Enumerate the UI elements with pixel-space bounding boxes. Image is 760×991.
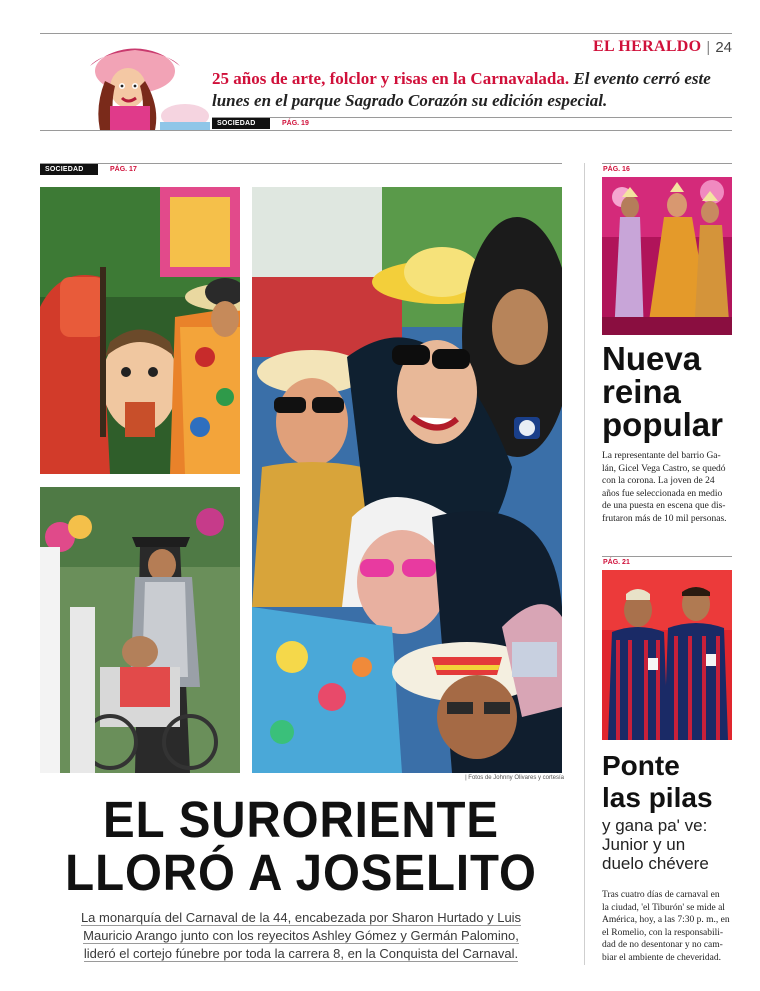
photo-wheelchair-parade[interactable] xyxy=(40,487,240,773)
sidebar-2-subhead-line3: duelo chévere xyxy=(602,854,709,873)
main-deck-line2 xyxy=(40,927,562,945)
teaser-top-headline[interactable] xyxy=(212,68,736,112)
teaser-top-section-tag[interactable]: SOCIEDAD xyxy=(212,118,270,129)
main-deck-line2-text: Mauricio Arango junto con los reyecitos Ashley Gómez y Germán Palomino, xyxy=(83,928,519,943)
main-headline[interactable] xyxy=(40,793,562,899)
sidebar-divider xyxy=(584,163,585,965)
main-story-page-ref[interactable]: PÁG. 17 xyxy=(110,166,137,173)
sidebar-1-page-ref[interactable]: PÁG. 16 xyxy=(603,166,630,173)
sidebar-2-subhead-line1: y gana pa' ve: xyxy=(602,816,708,835)
sidebar-1-body-line1: La representante del barrio Ga- xyxy=(602,451,721,461)
page-number: 24 xyxy=(715,38,732,56)
main-deck-line3 xyxy=(40,945,562,963)
sidebar-1-body-line6: frutaron más de 10 mil personas. xyxy=(602,513,727,524)
sidebar-1-body-line2: lán, Gicel Vega Castro, se quedó xyxy=(602,463,726,474)
brand-logo[interactable]: EL HERALDO xyxy=(593,38,702,55)
sidebar-2-page-ref[interactable]: PÁG. 21 xyxy=(603,559,630,566)
brand-separator: | xyxy=(706,38,711,56)
sidebar-2-subhead xyxy=(602,816,736,873)
sidebar-1-body xyxy=(602,450,736,525)
main-headline-line1: EL SURORIENTE xyxy=(103,791,499,848)
masthead xyxy=(593,38,732,56)
sidebar-2-body-line1: Tras cuatro días de carnaval en xyxy=(602,890,720,900)
main-deck xyxy=(40,909,562,963)
sidebar-2-body-line3: América, hoy, a las 7:30 p. m., en xyxy=(602,915,730,925)
photo-credit: | Fotos de Johnny Olivares y cortesía xyxy=(465,775,564,781)
sidebar-1-headline-line1: Nueva xyxy=(602,340,702,377)
sidebar-2-headline-line1: Ponte xyxy=(602,750,680,781)
main-headline-line2: LLORÓ A JOSELITO xyxy=(65,844,537,901)
main-deck-line1-text: La monarquía del Carnaval de la 44, encabezada por Sharon Hurtado y Luis xyxy=(80,910,522,925)
sidebar-2-body-line4: el Romelio, con la responsabili- xyxy=(602,927,724,938)
photo-marimonda-masks[interactable] xyxy=(40,187,240,474)
sidebar-2-body xyxy=(602,889,736,964)
photo-junior-players[interactable] xyxy=(602,570,732,740)
sidebar-1-headline-line2: reina xyxy=(602,373,681,410)
sidebar-1-body-line3: con la corona. La joven de 24 xyxy=(602,476,715,486)
teaser-top-headline-bold: 25 años de arte, folclor y risas en la Carnavalada. xyxy=(212,69,570,88)
sidebar-1-body-line5: de una puesta en escena que dis- xyxy=(602,501,726,511)
teaser-top-page-ref[interactable]: PÁG. 19 xyxy=(282,120,309,127)
photo-carnival-crowd[interactable] xyxy=(252,187,562,773)
carnavalada-illustration[interactable] xyxy=(60,36,210,130)
main-deck-line1 xyxy=(40,909,562,927)
sidebar-1-body-line4: años fue seleccionada en medio xyxy=(602,488,723,499)
teaser-top-headline-italic: El evento cerró este lunes en el parque Sagrado Corazón su edición especial. xyxy=(212,69,711,110)
sidebar-2-body-line6: biar el ambiente de cheveridad. xyxy=(602,952,721,963)
photo-queens-stage[interactable] xyxy=(602,177,732,335)
sidebar-2-body-line5: dad de no desentonar y no cam- xyxy=(602,940,723,950)
sidebar-2-body-line2: la ciudad, 'el Tiburón' se mide al xyxy=(602,902,725,913)
main-deck-line3-text: lideró el cortejo fúnebre por toda la carrera 8, en la Conquista del Carnaval. xyxy=(83,946,519,961)
teaser-bottom-rule xyxy=(40,130,732,131)
sidebar-1-headline[interactable] xyxy=(602,342,736,441)
sidebar-2-headline-line2: las pilas xyxy=(602,782,713,813)
top-rule xyxy=(40,33,732,34)
sidebar-1-headline-line3: popular xyxy=(602,406,723,443)
main-story-section-tag[interactable]: SOCIEDAD xyxy=(40,164,98,175)
sidebar-2-headline[interactable] xyxy=(602,750,736,814)
sidebar-2-subhead-line2: Junior y un xyxy=(602,835,686,854)
